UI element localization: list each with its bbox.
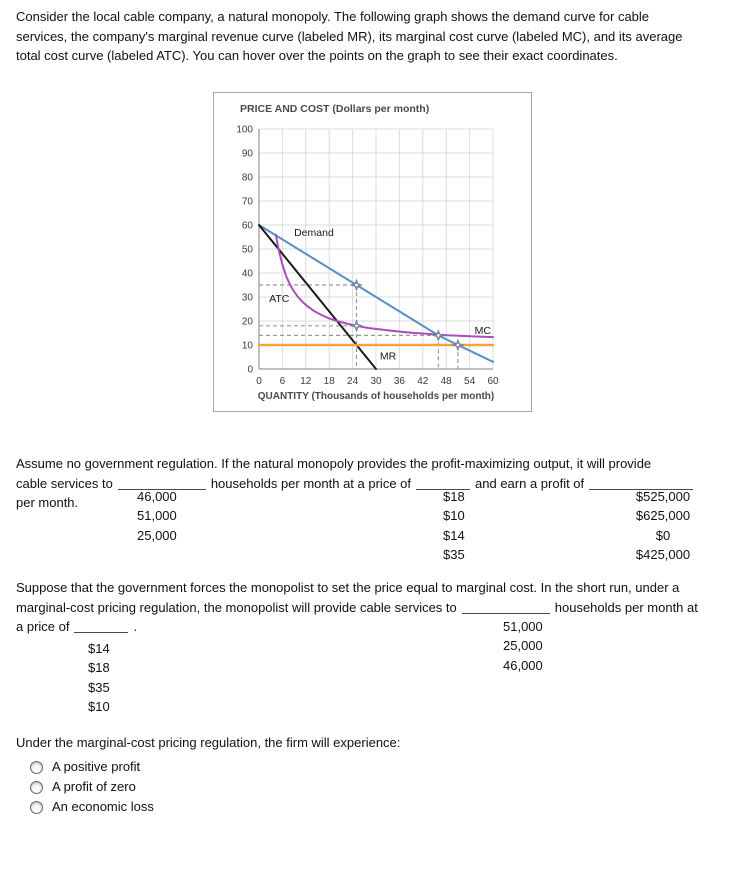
intro-line: total cost curve (labeled ATC). You can hover over the points on the graph to see their exact coordinates.	[16, 48, 618, 63]
dropdown-option[interactable]: 46,000	[137, 489, 177, 504]
y-tick-label: 80	[241, 172, 253, 184]
radio-option-row[interactable]	[30, 777, 154, 797]
y-tick-label: 0	[247, 364, 253, 376]
q1-quantity-options	[137, 487, 177, 545]
q2-seg1: marginal-cost pricing regulation, the monopolist will provide cable services to	[16, 599, 457, 615]
radio-option-row[interactable]	[30, 797, 154, 817]
y-tick-label: 20	[241, 316, 253, 328]
q3-radio-group	[30, 757, 154, 817]
radio-option-label: An economic loss	[52, 799, 154, 815]
dropdown-option[interactable]: $0	[655, 527, 671, 543]
q2-line3	[16, 617, 732, 637]
chart-title: PRICE AND COST (Dollars per month)	[240, 103, 430, 115]
y-tick-label: 100	[236, 124, 253, 136]
x-tick-label: 6	[279, 376, 286, 387]
x-tick-label: 60	[487, 376, 499, 387]
q1-seg3: and earn a profit of	[475, 475, 585, 491]
y-tick-label: 60	[241, 220, 253, 232]
chart-svg	[214, 93, 531, 411]
q2-seg3: a price of	[16, 619, 70, 634]
x-axis-title: QUANTITY (Thousands of households per month)	[257, 391, 495, 402]
dropdown-option[interactable]: $10	[443, 508, 465, 524]
q1-price-options	[443, 487, 465, 564]
q2-quantity-options	[503, 617, 543, 675]
dropdown-option[interactable]: 46,000	[503, 657, 543, 673]
dropdown-option[interactable]: 51,000	[137, 508, 177, 524]
dropdown-option[interactable]: 25,000	[503, 638, 543, 654]
dropdown-option[interactable]: $35	[88, 679, 110, 695]
q2-quantity-blank[interactable]	[462, 600, 550, 614]
dropdown-option[interactable]: $425,000	[635, 546, 691, 562]
q2-seg2: households per month at	[554, 599, 698, 615]
intro-line: services, the company's marginal revenue curve (labeled MR), its marginal cost curve (labeled MC), and its average	[16, 28, 683, 44]
key-point-center	[355, 325, 358, 328]
y-tick-label: 30	[241, 292, 253, 304]
curve-label-mr: MR	[379, 350, 397, 363]
key-point-center	[457, 344, 460, 347]
dropdown-option[interactable]: 51,000	[503, 619, 543, 634]
q2-price-blank[interactable]	[74, 619, 128, 633]
intro-paragraph	[16, 7, 728, 66]
dropdown-option[interactable]: $525,000	[635, 489, 691, 504]
y-tick-label: 10	[241, 340, 253, 352]
radio-button-icon[interactable]	[30, 801, 43, 814]
radio-option-label: A positive profit	[52, 759, 141, 775]
y-tick-label: 50	[241, 244, 253, 256]
y-tick-label: 70	[241, 196, 253, 208]
q1-line3: per month.	[16, 495, 79, 510]
q2-line2	[16, 598, 732, 618]
q2-seg4: .	[133, 619, 138, 634]
q1-seg2: households per month at a price of	[210, 475, 412, 491]
q3-prompt: Under the marginal-cost pricing regulation, the firm will experience:	[16, 735, 401, 750]
dropdown-option[interactable]: $14	[88, 641, 110, 656]
dropdown-option[interactable]: $35	[443, 546, 465, 562]
q1-line1: Assume no government regulation. If the natural monopoly provides the profit-maximizing output, it will provide	[16, 456, 652, 471]
q1-seg1: cable services to	[16, 475, 113, 491]
dropdown-option[interactable]: $10	[88, 698, 110, 714]
x-tick-label: 30	[370, 376, 382, 387]
x-tick-label: 48	[440, 376, 452, 387]
dropdown-option[interactable]: $18	[88, 660, 110, 676]
curve-label-atc: ATC	[269, 292, 290, 305]
radio-button-icon[interactable]	[30, 781, 43, 794]
dropdown-option[interactable]: $625,000	[635, 508, 691, 524]
dropdown-option[interactable]: 25,000	[137, 527, 177, 543]
x-tick-label: 18	[323, 376, 335, 387]
q2-line1: Suppose that the government forces the monopolist to set the price equal to marginal cost. In the short run, under a	[16, 580, 680, 595]
dropdown-option[interactable]: $18	[443, 489, 465, 504]
curve-label-mc: MC	[474, 325, 492, 338]
curve-label-demand: Demand	[294, 226, 334, 239]
intro-line: Consider the local cable company, a natural monopoly. The following graph shows the demand curve for cable	[16, 9, 650, 24]
radio-option-row[interactable]	[30, 757, 154, 777]
dropdown-option[interactable]: $14	[443, 527, 465, 543]
x-tick-label: 54	[464, 376, 476, 387]
q1-profit-options	[613, 487, 713, 564]
key-point-center	[355, 284, 358, 287]
radio-button-icon[interactable]	[30, 761, 43, 774]
radio-option-label: A profit of zero	[52, 779, 136, 795]
y-tick-label: 90	[241, 148, 253, 160]
x-tick-label: 12	[300, 376, 312, 387]
x-tick-label: 36	[393, 376, 405, 387]
x-tick-label: 24	[347, 376, 359, 387]
price-cost-chart-panel	[213, 92, 532, 412]
y-tick-label: 40	[241, 268, 253, 280]
key-point-center	[437, 334, 440, 337]
question-2	[16, 578, 732, 637]
x-tick-label: 0	[256, 376, 262, 387]
x-tick-label: 42	[417, 376, 429, 387]
q2-price-options	[88, 639, 110, 716]
